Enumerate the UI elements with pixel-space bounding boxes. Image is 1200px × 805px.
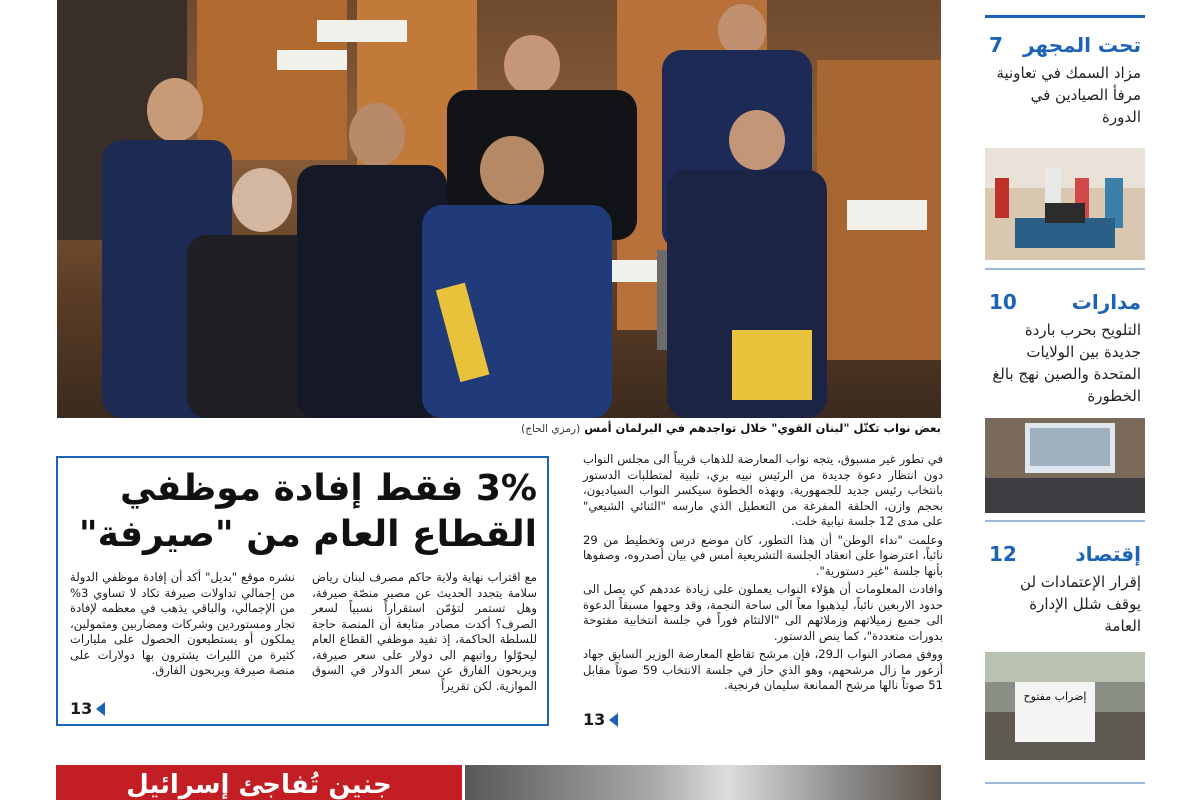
sidebar-item-header <box>985 28 1145 62</box>
sidebar-item-page: 12 <box>989 542 1017 566</box>
page-number: 13 <box>70 699 93 718</box>
arrow-left-icon <box>609 713 618 727</box>
photo-credit: (رمزي الحاج) <box>521 423 581 435</box>
box-continue-link[interactable] <box>70 699 105 718</box>
sidebar-item-title: مدارات <box>1071 290 1141 314</box>
sidebar-item-economy[interactable] <box>985 537 1145 637</box>
sidebar-item-page: 7 <box>989 33 1003 57</box>
caption-text: بعض نواب تكتّل "لبنان القوي" خلال تواجدهم في البرلمان أمس <box>584 421 941 435</box>
sidebar-item-text: مزاد السمك في تعاونية مرفأ الصيادين في الدورة <box>996 64 1141 126</box>
article-paragraph: وافادت المعلومات أن هؤلاء النواب يعملون على زيادة عددهم كي يصل الى حدود الاربعين نائباً، ليذهبوا معاً الى ساحة النجمة، وقد وجهوا مسبقاً الدعوة الى جميع زميلاتهم وزملائهم الى "الالتئام فوراً في جلسة انتخابية مفتوحة بدورات متعددة"، كما ينص الدستور. <box>583 582 943 643</box>
photo-caption <box>521 421 941 441</box>
box-column-right: مع اقتراب نهاية ولاية حاكم مصرف لبنان رياض سلامة يتجدد الحديث عن مصير منصّة صيرفة، وهل تستمر لتؤمّن استقراراً نسبياً لسعر الصرف؟ أكدت مصادر متابعة أن المنصة حاجة للسلطة الحاكمة، إذ تفيد موظفي القطاع العام ليحوّلوا رواتبهم الى دولار على سعر صيرفة، ويربحون الفارق عن سعر الدولار في السوق الموازية. لكن تقريراً <box>312 570 537 693</box>
hero-photo <box>57 0 941 418</box>
sidebar-item-header <box>985 537 1145 571</box>
bottom-headline-banner[interactable] <box>56 765 462 800</box>
sidebar-item-header <box>985 285 1145 319</box>
bottom-photo <box>465 765 941 800</box>
sidebar-divider <box>985 268 1145 270</box>
article-paragraph: ووفق مصادر النواب الـ29، فإن مرشح تقاطع المعارضة الوزير السابق جهاد أزعور ما زال مرشحهم، وهو الذي حاز في جلسة الانتخاب 59 صوتاً مقابل 51 صوتاً نالها مرشح الممانعة سليمان فرنجية. <box>583 647 943 692</box>
parliament-photo-illustration <box>57 0 941 418</box>
sidebar-item-under-microscope[interactable] <box>985 28 1145 128</box>
sayrafa-box-story <box>56 456 549 726</box>
conference-photo <box>985 418 1145 513</box>
sidebar-item-title: إقتصاد <box>1075 542 1141 566</box>
strike-photo <box>985 652 1145 760</box>
bottom-headline: جنين تُفاجئ إسرائيل <box>126 770 392 800</box>
sidebar-item-text: التلويح بحرب باردة جديدة بين الولايات المتحدة والصين نهج بالغ الخطورة <box>992 321 1141 405</box>
article-paragraph: في تطور غير مسبوق، يتجه نواب المعارضة للذهاب قريباً الى مجلس النواب دون انتظار دعوة جديدة من الرئيس نبيه بري، تلبية لمتطلبات الدستور بانتخاب رئيس جديد للجمهورية. وبهذه الخطوة سيكسر النواب السياديون، بحجم وازن، الحلقة المفرغة من التعطيل الذي مارسه "الثنائي الشيعي" على مدى 12 جلسة نيابية خلت. <box>583 452 943 528</box>
strike-sign-text: إضراب مفتوح <box>1023 690 1087 703</box>
article-paragraph: وعلمت "نداء الوطن" أن هذا التطور، كان موضع درس وتخطيط من 29 نائباً، اعترضوا على انعقاد الجلسة التشريعية أمس في بيان أصدروه، وصفوها بأنها جلسة "غير دستورية". <box>583 532 943 578</box>
box-headline: 3% فقط إفادة موظفي القطاع العام من "صيرفة" <box>78 468 537 555</box>
arrow-left-icon <box>96 702 105 716</box>
sidebar-item-text: إقرار الإعتمادات لن يوقف شلل الإدارة العامة <box>1020 573 1141 635</box>
fish-auction-photo <box>985 148 1145 260</box>
box-column-left: نشره موقع "بديل" أكد أن إفادة موظفي الدولة من إجمالي تداولات صيرفة تكاد لا تساوي 3% من الإجمالي، والباقي يذهب في معظمه لإفادة تجار ومستوردين وشركات ومضاربين ومتمولين، يملكون أو يستطيعون الحصول على مليارات كثيرة من الليرات يشترون بها دولارات على منصة صيرفة ويربحون الفارق. <box>70 570 295 677</box>
page-number: 13 <box>583 710 606 729</box>
sidebar-item-page: 10 <box>989 290 1017 314</box>
index-sidebar <box>985 0 1145 800</box>
sidebar-top-rule <box>985 0 1145 18</box>
sidebar-divider <box>985 520 1145 522</box>
sidebar-divider <box>985 782 1145 784</box>
lead-article <box>583 452 943 697</box>
article-continue-link[interactable] <box>583 710 618 729</box>
sidebar-item-title: تحت المجهر <box>1023 33 1141 57</box>
sidebar-item-madarat[interactable] <box>985 285 1145 407</box>
